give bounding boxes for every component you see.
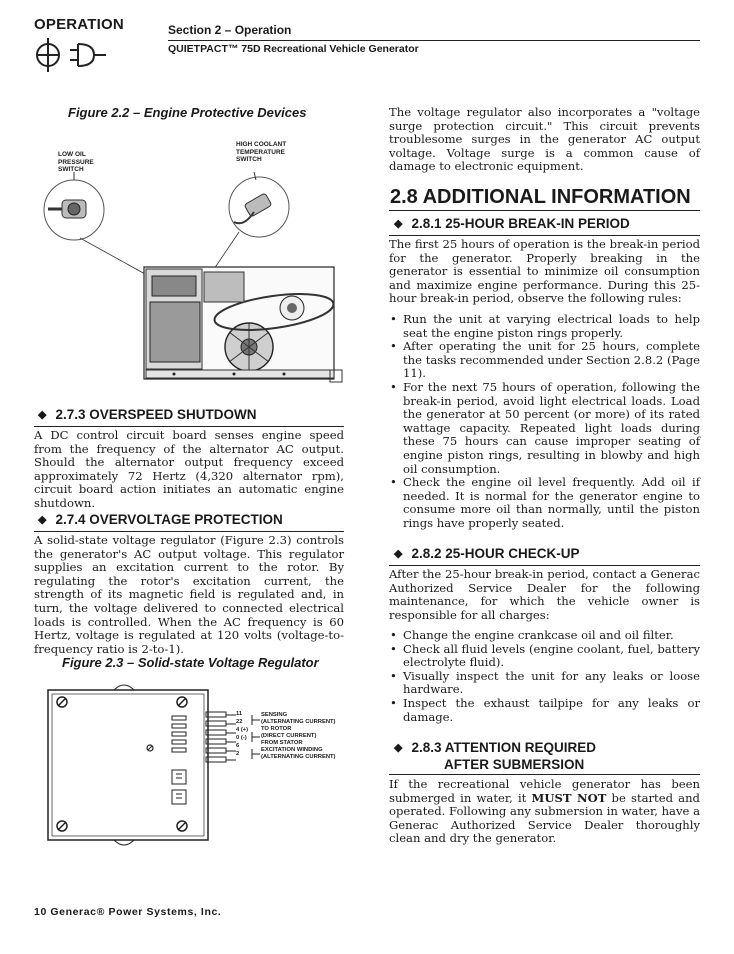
section-subtitle: QUIETPACT™ 75D Recreational Vehicle Generator bbox=[168, 43, 419, 55]
header-rule bbox=[168, 40, 700, 41]
section-rule bbox=[389, 235, 700, 236]
check-up-list bbox=[389, 629, 700, 724]
section-2-8-1-heading: ◆ 2.8.1 25-HOUR BREAK-IN PERIOD bbox=[394, 216, 630, 231]
list-item: • Run the unit at varying electrical loads to help seat the engine piston rings properly. bbox=[389, 313, 700, 340]
operation-label: OPERATION bbox=[34, 16, 124, 33]
section-2-8-heading: 2.8 ADDITIONAL INFORMATION bbox=[390, 186, 691, 208]
list-item: • Check the engine oil level frequently. Add oil if needed. It is normal for the generator engine to consume more oil than normally, until the piston rings have properly seated. bbox=[389, 476, 700, 530]
section-rule bbox=[389, 210, 700, 211]
section-title: Section 2 – Operation bbox=[168, 23, 292, 37]
section-2-8-3-heading: ◆ 2.8.3 ATTENTION REQUIRED AFTER SUBMERSION bbox=[394, 740, 596, 772]
break-in-rules-list bbox=[389, 313, 700, 531]
section-2-7-4-heading: ◆ 2.7.4 OVERVOLTAGE PROTECTION bbox=[38, 512, 283, 527]
voltage-regulator-figure bbox=[44, 680, 214, 850]
high-coolant-label: HIGH COOLANT TEMPERATURE SWITCH bbox=[236, 141, 287, 163]
section-2-8-2-heading: ◆ 2.8.2 25-HOUR CHECK-UP bbox=[394, 546, 580, 561]
section-2-8-2-body: After the 25-hour break-in period, contact a Generac Authorized Service Dealer for the following maintenance, for which the vehicle owner is responsible for all charges: bbox=[389, 567, 700, 622]
list-item: • Inspect the exhaust tailpipe for any leaks or damage. bbox=[389, 697, 700, 724]
list-item: • Change the engine crankcase oil and oil filter. bbox=[389, 629, 700, 643]
section-2-7-3-body: A DC control circuit board senses engine speed from the frequency of the alternator AC output. Should the alternator output frequency exceed approximately 72 Hertz (4,320 alternator rpm), circuit board action initiates an automatic engine shutdown. bbox=[34, 428, 344, 510]
regulator-surge-paragraph: The voltage regulator also incorporates a "voltage surge protection circuit." This circuit prevents troublesome surges in the generator AC output voltage. Voltage surge is a common cause of damage to electronic equipment. bbox=[389, 105, 700, 174]
figure-2-2-caption: Figure 2.2 – Engine Protective Devices bbox=[68, 105, 307, 120]
list-item: • For the next 75 hours of operation, following the break-in period, avoid light electrical loads. Load the generator at 50 percent (or more) of its rated wattage capacity. Repeated light loads during these 75 hours can cause improper seating of engine piston rings, resulting in blowby and high oil consumption. bbox=[389, 381, 700, 476]
section-rule bbox=[34, 531, 344, 532]
section-2-7-4-body: A solid-state voltage regulator (Figure 2.3) controls the generator's AC output voltage. This regulator supplies an excitation current to the rotor. By regulating the rotor's excitation current, the strength of its magnetic field is regulated and, in turn, the voltage delivered to connected electrical loads is controlled. When the AC frequency is 60 Hertz, voltage is regulated at 120 volts (voltage-to-frequency ratio is 2-to-1). bbox=[34, 533, 344, 656]
section-2-8-3-body: If the recreational vehicle generator has been submerged in water, it MUST NOT be started and operated. Following any submersion in water, have a Generac Authorized Service Dealer thoroughly clean and dry the generator. bbox=[389, 777, 700, 846]
section-rule bbox=[34, 426, 344, 427]
wire-numbers: 11 22 4 (+) 0 (-) 6 2 bbox=[236, 711, 249, 757]
list-item: • Visually inspect the unit for any leaks or loose hardware. bbox=[389, 670, 700, 697]
section-2-7-3-heading: ◆ 2.7.3 OVERSPEED SHUTDOWN bbox=[38, 407, 257, 422]
low-oil-label: LOW OIL PRESSURE SWITCH bbox=[58, 151, 94, 173]
section-rule bbox=[389, 774, 700, 775]
wire-labels: SENSING (ALTERNATING CURRENT) TO ROTOR (DIRECT CURRENT) FROM STATOR EXCITATION WINDING (ALTERNATING CURRENT) bbox=[261, 712, 336, 760]
engine-protective-devices-figure bbox=[34, 172, 344, 390]
list-item: • After operating the unit for 25 hours, complete the tasks recommended under Section 2.8.2 (Page 11). bbox=[389, 340, 700, 381]
figure-2-3-caption: Figure 2.3 – Solid-state Voltage Regulator bbox=[62, 655, 319, 670]
section-2-8-1-body: The first 25 hours of operation is the break-in period for the generator. Properly breaking in the generator is essential to minimize oil consumption and maximize engine performance. During this 25-hour break-in period, observe the following rules: bbox=[389, 237, 700, 306]
operation-symbol-icon bbox=[34, 34, 114, 74]
regulator-wire-diagram bbox=[204, 708, 264, 764]
section-rule bbox=[389, 565, 700, 566]
list-item: • Check all fluid levels (engine coolant, fuel, battery electrolyte fluid). bbox=[389, 643, 700, 670]
page-footer: 10 Generac® Power Systems, Inc. bbox=[34, 906, 222, 918]
